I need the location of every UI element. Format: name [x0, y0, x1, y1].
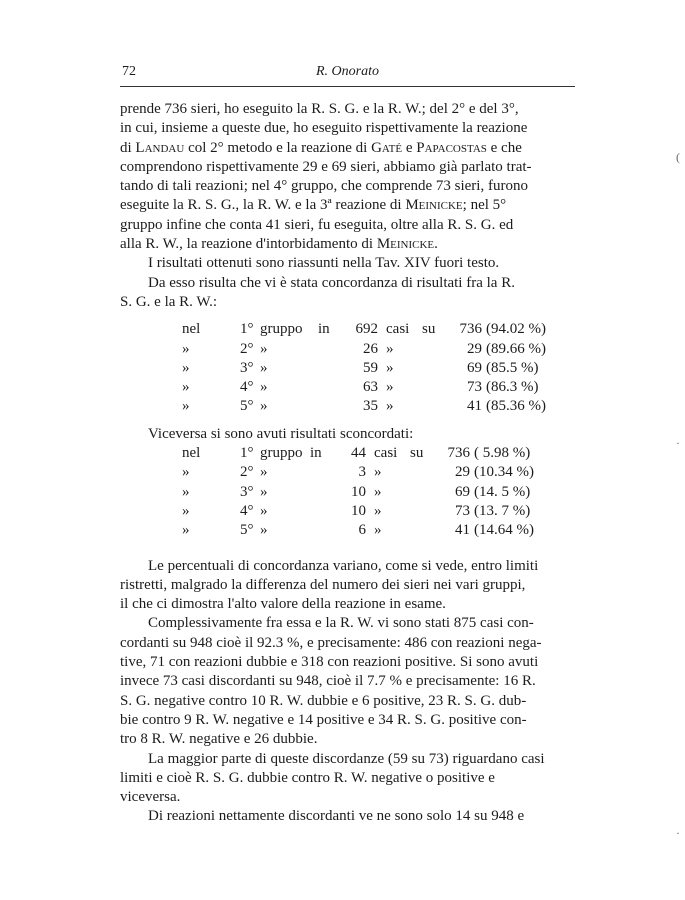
paragraph-1-line: in cui, insieme a queste due, ho eseguito rispettivamente la reazione [120, 120, 528, 137]
page-body [120, 100, 575, 827]
cell-percent: (14. 5 %) [474, 483, 531, 500]
cell-percent: ( 5.98 %) [474, 445, 531, 462]
cell-total: 29 [467, 340, 482, 357]
paragraph-7-line: limiti e cioè R. S. G. dubbie contro R. W. negative o positive e [120, 769, 495, 786]
cell-ordinal: 4° [240, 379, 254, 396]
table-row [182, 502, 544, 521]
cell-casi: » [374, 522, 382, 539]
cell-label: » [182, 359, 190, 376]
paragraph-5-line: ristretti, malgrado la differenza del numero dei sieri nei vari gruppi, [120, 576, 526, 593]
cell-su [422, 340, 448, 359]
paragraph-1-line: comprendono rispettivamente 29 e 69 sieri, abbiamo già parlato trat- [120, 158, 532, 175]
cell-word: » [260, 502, 268, 519]
cell-label: » [182, 398, 190, 415]
cell-count: 59 [363, 359, 378, 376]
cell-in [310, 502, 336, 521]
cell-total: 73 [467, 379, 482, 396]
cell-casi: » [386, 359, 394, 376]
cell-in [310, 521, 336, 540]
paragraph-6-line: S. G. negative contro 10 R. W. dubbie e 6 positive, 23 R. S. G. dub- [120, 692, 527, 709]
cell-percent: (86.3 %) [486, 379, 539, 396]
paragraph-7-line: viceversa. [120, 789, 181, 806]
paragraph-1-line: di Landau col 2° metodo e la reazione di Gaté e Papacostas e che [120, 139, 522, 156]
cell-su [422, 359, 448, 378]
cell-in: in [310, 445, 322, 462]
cell-in [318, 359, 348, 378]
cell-word: » [260, 464, 268, 481]
cell-count: 63 [363, 379, 378, 396]
cell-casi: » [386, 379, 394, 396]
margin-mark: · [676, 826, 680, 840]
cell-ordinal: 2° [240, 340, 254, 357]
cell-percent: (13. 7 %) [474, 502, 531, 519]
paragraph-6-line: Complessivamente fra essa e la R. W. vi sono stati 875 casi con- [148, 615, 534, 632]
discordance-table [182, 444, 544, 540]
cell-in [310, 483, 336, 502]
cell-total: 41 [455, 522, 470, 539]
cell-percent: (85.5 %) [486, 359, 539, 376]
table-row [182, 340, 556, 359]
cell-label: » [182, 502, 190, 519]
paragraph-1-line: gruppo infine che conta 41 sieri, fu eseguita, oltre alla R. S. G. ed [120, 216, 514, 233]
page-number: 72 [122, 64, 136, 79]
cell-count: 44 [351, 445, 366, 462]
author-name: Meinicke [405, 197, 463, 214]
paragraph-6-line: cordanti su 948 cioè il 92.3 %, e precisamente: 486 con reazioni nega- [120, 634, 542, 651]
cell-su [410, 463, 436, 482]
cell-count: 3 [358, 464, 366, 481]
cell-total: 69 [455, 483, 470, 500]
cell-count: 10 [351, 483, 366, 500]
table-row [182, 359, 556, 378]
paragraph-1-line: alla R. W., la reazione d'intorbidamento di Meinicke. [120, 236, 438, 253]
cell-percent: (94.02 %) [486, 321, 546, 338]
page-header [120, 60, 575, 87]
cell-count: 692 [355, 321, 378, 338]
cell-count: 26 [363, 340, 378, 357]
margin-mark: · [676, 436, 680, 450]
cell-label: » [182, 464, 190, 481]
paragraph-6-line: tive, 71 con reazioni dubbie e 318 con reazioni positive. Si sono avuti [120, 654, 539, 671]
cell-ordinal: 2° [240, 464, 254, 481]
cell-label: » [182, 483, 190, 500]
table-row [182, 320, 556, 339]
paragraph-2: I risultati ottenuti sono riassunti nella Tav. XIV fuori testo. [148, 255, 500, 272]
cell-total: 41 [467, 398, 482, 415]
author-name: Landau [135, 139, 185, 156]
paragraph-4: Viceversa si sono avuti risultati sconcordati: [148, 425, 414, 442]
cell-percent: (14.64 %) [474, 522, 534, 539]
author-name: Meinicke [376, 236, 435, 253]
cell-su [422, 397, 448, 416]
cell-word: » [260, 359, 268, 376]
paragraph-6-line: tro 8 R. W. negative e 26 dubbie. [120, 731, 318, 748]
cell-total: 736 [447, 445, 470, 462]
table-row [182, 378, 556, 397]
author-name: Gaté [371, 139, 403, 156]
paragraph-6-line: bie contro 9 R. W. negative e 14 positive e 34 R. S. G. positive con- [120, 711, 527, 728]
cell-su [410, 521, 436, 540]
paragraph-3-line: S. G. e la R. W.: [120, 293, 218, 310]
cell-ordinal: 4° [240, 502, 254, 519]
cell-su: su [410, 445, 424, 462]
cell-su [410, 502, 436, 521]
cell-label: » [182, 340, 190, 357]
table-row [182, 397, 556, 416]
paragraph-1-line: prende 736 sieri, ho eseguito la R. S. G. e la R. W.; del 2° e del 3°, [120, 101, 519, 117]
cell-in [318, 378, 348, 397]
cell-word: » [260, 398, 268, 415]
table-row [182, 483, 544, 502]
cell-ordinal: 3° [240, 483, 254, 500]
cell-total: 73 [455, 502, 470, 519]
cell-casi: » [386, 340, 394, 357]
cell-su [422, 378, 448, 397]
cell-word: » [260, 483, 268, 500]
cell-word: » [260, 522, 268, 539]
cell-label: nel [182, 321, 201, 338]
paragraph-1-line: tando di tali reazioni; nel 4° gruppo, che comprende 73 sieri, furono [120, 178, 528, 195]
cell-word: gruppo [260, 321, 303, 338]
cell-casi: casi [386, 321, 410, 338]
cell-label: nel [182, 445, 201, 462]
cell-in [310, 463, 336, 482]
cell-su [410, 483, 436, 502]
cell-total: 736 [459, 321, 482, 338]
cell-ordinal: 5° [240, 522, 254, 539]
cell-ordinal: 5° [240, 398, 254, 415]
cell-count: 10 [351, 502, 366, 519]
paragraph-3-line: Da esso risulta che vi è stata concordanza di risultati fra la R. [148, 274, 515, 291]
cell-word: » [260, 340, 268, 357]
paragraph-5-line: il che ci dimostra l'alto valore della reazione in esame. [120, 596, 446, 613]
cell-ordinal: 1° [240, 321, 254, 338]
cell-label: » [182, 522, 190, 539]
cell-casi: » [374, 464, 382, 481]
cell-casi: » [374, 502, 382, 519]
table-row [182, 521, 544, 540]
cell-ordinal: 3° [240, 359, 254, 376]
cell-count: 6 [358, 522, 366, 539]
cell-total: 69 [467, 359, 482, 376]
running-title: R. Onorato [316, 64, 379, 79]
cell-percent: (10.34 %) [474, 464, 534, 481]
cell-count: 35 [363, 398, 378, 415]
cell-casi: casi [374, 445, 398, 462]
paragraph-1-line: eseguite la R. S. G., la R. W. e la 3ª reazione di Meinicke; nel 5° [120, 197, 507, 214]
cell-in [318, 340, 348, 359]
paragraph-8: Di reazioni nettamente discordanti ve ne sono solo 14 su 948 e [148, 808, 525, 825]
cell-casi: » [374, 483, 382, 500]
cell-total: 29 [455, 464, 470, 481]
cell-casi: » [386, 398, 394, 415]
cell-in [318, 397, 348, 416]
cell-su: su [422, 321, 436, 338]
margin-mark: ( [676, 150, 680, 164]
concordance-table [182, 320, 556, 416]
cell-percent: (89.66 %) [486, 340, 546, 357]
table-row [182, 463, 544, 482]
cell-label: » [182, 379, 190, 396]
cell-percent: (85.36 %) [486, 398, 546, 415]
paragraph-5-line: Le percentuali di concordanza variano, come si vede, entro limiti [148, 557, 539, 574]
paragraph-6-line: invece 73 casi discordanti su 948, cioè il 7.7 % e precisamente: 16 R. [120, 673, 536, 690]
cell-word: gruppo [260, 445, 303, 462]
author-name: Papacostas [416, 139, 487, 156]
cell-word: » [260, 379, 268, 396]
cell-in: in [318, 321, 330, 338]
paragraph-7-line: La maggior parte di queste discordanze (59 su 73) riguardano casi [148, 750, 545, 767]
table-row [182, 444, 544, 463]
cell-ordinal: 1° [240, 445, 254, 462]
